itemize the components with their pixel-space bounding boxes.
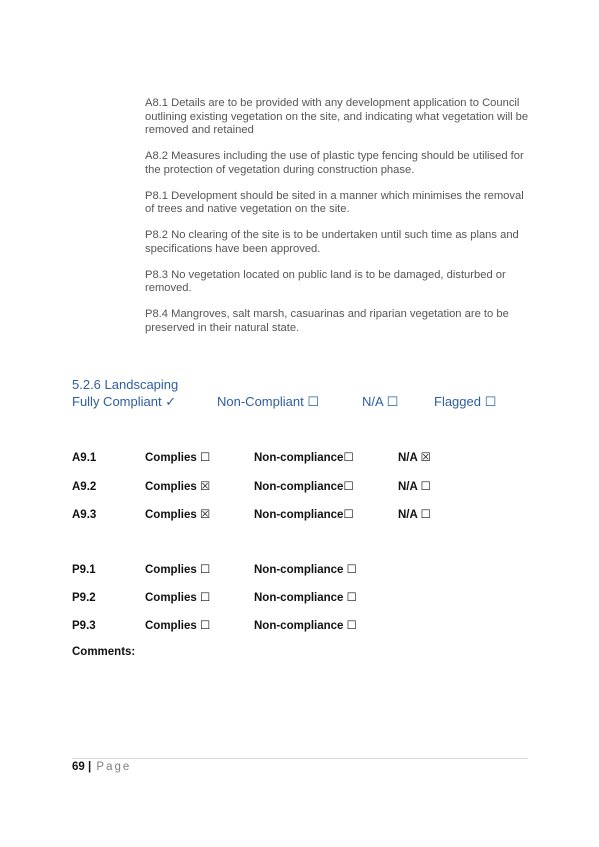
noncompliance-checkbox[interactable]: Non-compliance☐ bbox=[254, 481, 354, 493]
paragraph-a8-1: A8.1 Details are to be provided with any development application to Council outlining existing vegetation on the site, and indicating what vegetation will be removed and retained bbox=[145, 97, 529, 136]
complies-checkbox[interactable]: Complies ☒ bbox=[145, 509, 211, 521]
row-id: P9.1 bbox=[72, 564, 96, 576]
page-footer bbox=[72, 760, 131, 774]
row-id: A9.1 bbox=[72, 452, 97, 464]
noncompliance-checkbox[interactable]: Non-compliance ☐ bbox=[254, 564, 357, 576]
na-checkbox[interactable]: N/A ☐ bbox=[398, 481, 431, 493]
status-na[interactable]: N/A ☐ bbox=[362, 394, 399, 409]
requirements-text-block bbox=[145, 97, 530, 348]
noncompliance-checkbox[interactable]: Non-compliance☐ bbox=[254, 509, 354, 521]
paragraph-p8-1: P8.1 Development should be sited in a manner which minimises the removal of trees and native vegetation on the site. bbox=[145, 189, 524, 215]
noncompliance-checkbox[interactable]: Non-compliance ☐ bbox=[254, 620, 357, 632]
complies-checkbox[interactable]: Complies ☐ bbox=[145, 620, 211, 632]
section-heading: 5.2.6 Landscaping bbox=[72, 377, 179, 392]
comments-label: Comments: bbox=[72, 646, 136, 658]
page-number: 69 | bbox=[72, 761, 92, 773]
complies-checkbox[interactable]: Complies ☐ bbox=[145, 592, 211, 604]
page-label: Page bbox=[91, 761, 132, 773]
complies-checkbox[interactable]: Complies ☒ bbox=[145, 481, 211, 493]
noncompliance-checkbox[interactable]: Non-compliance ☐ bbox=[254, 592, 357, 604]
paragraph-p8-4: P8.4 Mangroves, salt marsh, casuarinas and riparian vegetation are to be preserved in their natural state. bbox=[145, 308, 509, 334]
complies-checkbox[interactable]: Complies ☐ bbox=[145, 564, 211, 576]
na-checkbox[interactable]: N/A ☒ bbox=[398, 452, 431, 464]
status-non-compliant[interactable]: Non-Compliant ☐ bbox=[217, 394, 319, 409]
paragraph-p8-2: P8.2 No clearing of the site is to be undertaken until such time as plans and specifications have been approved. bbox=[145, 229, 519, 255]
row-id: P9.2 bbox=[72, 592, 96, 604]
noncompliance-checkbox[interactable]: Non-compliance☐ bbox=[254, 452, 354, 464]
paragraph-p8-3: P8.3 No vegetation located on public land is to be damaged, disturbed or removed. bbox=[145, 268, 506, 294]
complies-checkbox[interactable]: Complies ☐ bbox=[145, 452, 211, 464]
status-flagged[interactable]: Flagged ☐ bbox=[434, 394, 497, 409]
paragraph-a8-2: A8.2 Measures including the use of plastic type fencing should be utilised for the protection of vegetation during construction phase. bbox=[145, 150, 524, 176]
status-fully-compliant[interactable]: Fully Compliant ✓ bbox=[72, 394, 177, 409]
row-id: A9.3 bbox=[72, 509, 97, 521]
row-id: A9.2 bbox=[72, 481, 97, 493]
na-checkbox[interactable]: N/A ☐ bbox=[398, 509, 431, 521]
row-id: P9.3 bbox=[72, 620, 96, 632]
footer-divider bbox=[72, 758, 528, 759]
